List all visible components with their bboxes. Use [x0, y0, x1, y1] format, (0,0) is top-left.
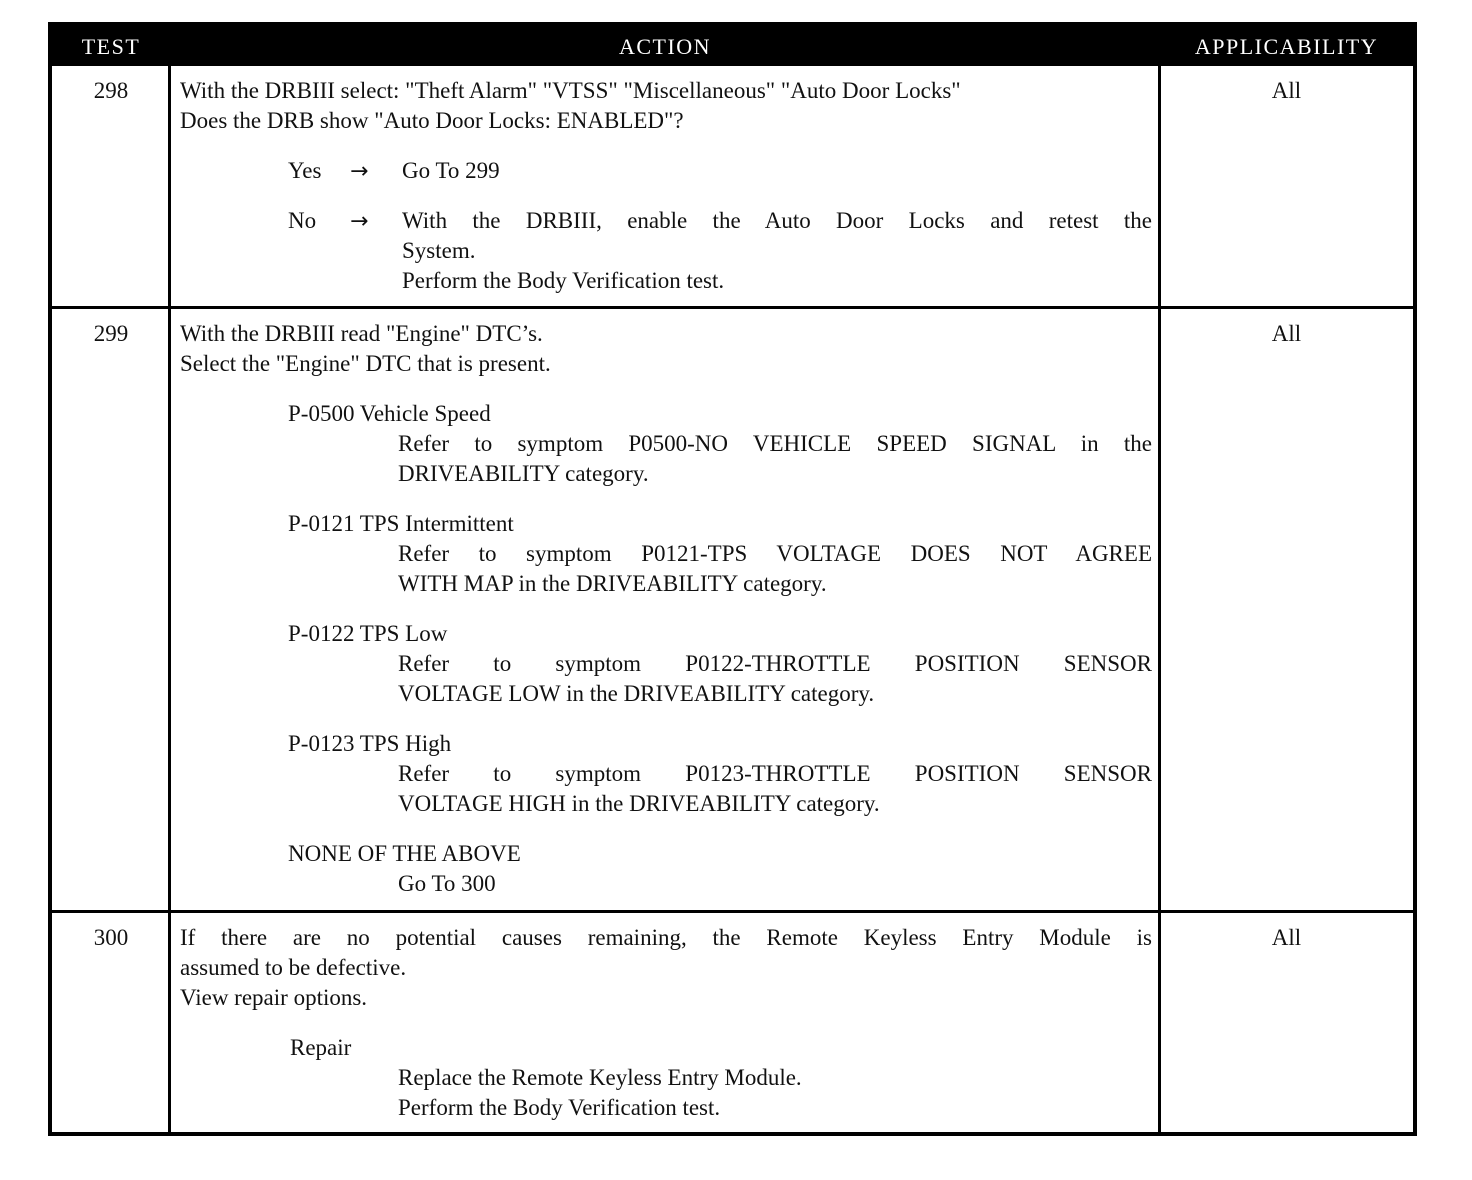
arrow-icon: → [350, 159, 369, 184]
dtc-option-text: VOLTAGE LOW in the DRIVEABILITY category. [398, 681, 875, 706]
dtc-option-code: P-0121 TPS Intermittent [288, 511, 514, 536]
row-divider-2 [52, 910, 1413, 913]
row-divider-1 [52, 306, 1413, 309]
action-line: Does the DRB show "Auto Door Locks: ENABLED"? [180, 108, 684, 133]
none-of-the-above-label: NONE OF THE ABOVE [288, 841, 521, 866]
applicability: All [1271, 321, 1302, 346]
yes-label: Yes [288, 158, 322, 183]
action-line: View repair options. [180, 985, 368, 1010]
no-result-line: System. [402, 238, 476, 263]
dtc-option-code: P-0123 TPS High [288, 731, 452, 756]
dtc-option-text: Refer to symptom P0123-THROTTLE POSITION SENSOR [398, 761, 1152, 786]
header-test: TEST [81, 34, 141, 59]
action-line: If there are no potential causes remaining, the Remote Keyless Entry Module is [180, 925, 1152, 950]
column-divider-test [168, 66, 171, 1132]
action-line: With the DRBIII read "Engine" DTC’s. [180, 321, 543, 346]
column-divider-action [1158, 66, 1161, 1132]
test-number: 298 [93, 78, 129, 103]
dtc-option-code: P-0500 Vehicle Speed [288, 401, 491, 426]
dtc-option-text: Refer to symptom P0121-TPS VOLTAGE DOES NOT AGREE [398, 541, 1152, 566]
dtc-option-text: Refer to symptom P0122-THROTTLE POSITION SENSOR [398, 651, 1152, 676]
repair-label: Repair [290, 1035, 352, 1060]
applicability: All [1271, 78, 1302, 103]
test-number: 300 [93, 925, 129, 950]
repair-step: Replace the Remote Keyless Entry Module. [398, 1065, 802, 1090]
test-number: 299 [93, 321, 129, 346]
repair-step: Perform the Body Verification test. [398, 1095, 721, 1120]
action-line: Select the "Engine" DTC that is present. [180, 351, 551, 376]
header-applicability: APPLICABILITY [1194, 34, 1379, 59]
arrow-icon: → [350, 209, 369, 234]
dtc-option-text: WITH MAP in the DRIVEABILITY category. [398, 571, 827, 596]
no-result-line: With the DRBIII, enable the Auto Door Locks and retest the [402, 208, 1152, 233]
action-line: assumed to be defective. [180, 955, 407, 980]
dtc-option-text: VOLTAGE HIGH in the DRIVEABILITY category. [398, 791, 880, 816]
dtc-option-text: DRIVEABILITY category. [398, 461, 649, 486]
header-action: ACTION [618, 34, 712, 59]
dtc-option-code: P-0122 TPS Low [288, 621, 448, 646]
no-result-line: Perform the Body Verification test. [402, 268, 725, 293]
diagnostic-test-table [48, 22, 1417, 1136]
yes-result: Go To 299 [402, 158, 500, 183]
dtc-option-text: Refer to symptom P0500-NO VEHICLE SPEED SIGNAL in the [398, 431, 1152, 456]
none-of-the-above-result: Go To 300 [398, 871, 496, 896]
table-header [52, 26, 1413, 66]
applicability: All [1271, 925, 1302, 950]
action-line: With the DRBIII select: "Theft Alarm" "VTSS" "Miscellaneous" "Auto Door Locks" [180, 78, 961, 103]
no-label: No [288, 208, 317, 233]
